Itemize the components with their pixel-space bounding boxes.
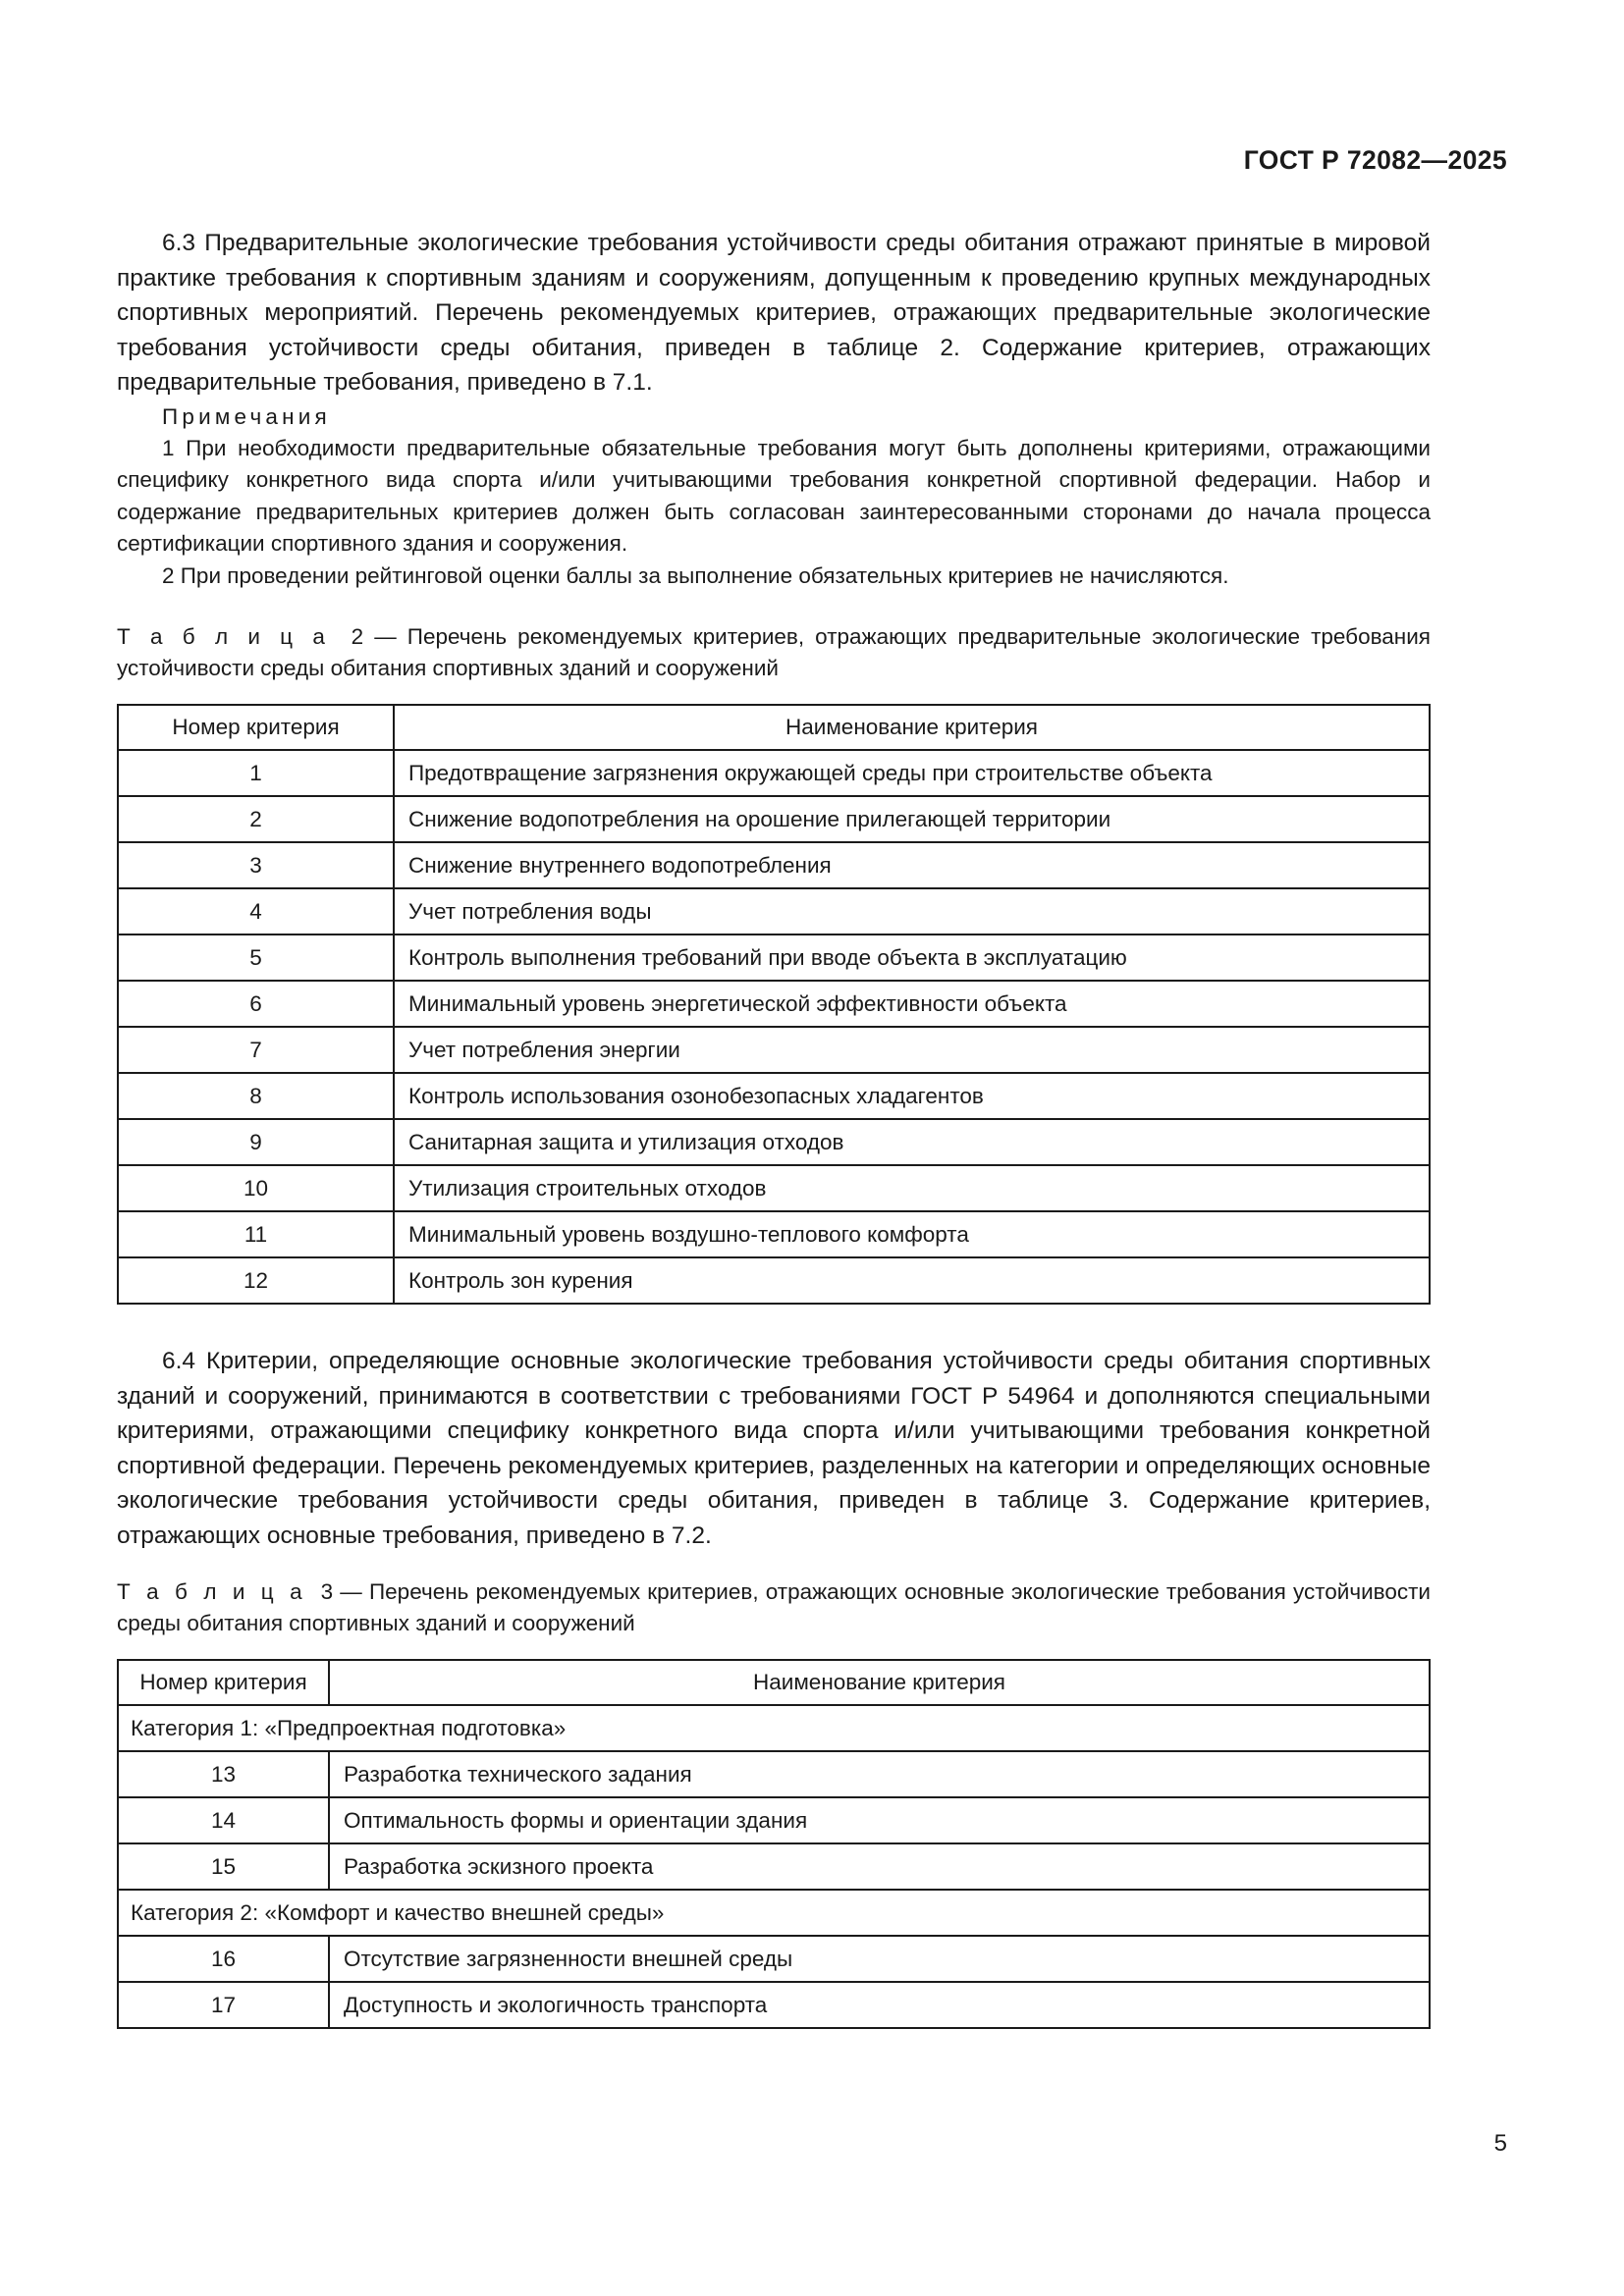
criterion-name: Утилизация строительных отходов: [394, 1165, 1430, 1211]
spacer: [117, 1639, 1431, 1659]
table-row: [118, 1797, 1430, 1843]
criterion-name: Контроль использования озонобезопасных хладагентов: [394, 1073, 1430, 1119]
criterion-number: 15: [118, 1843, 329, 1890]
note-1: 1 При необходимости предварительные обязательные требования могут быть дополнены критериями, отражающими специфику конкретного вида спорта и/или учитывающими требования конкретной спортивной федерации. Набор и содержание предварительных критериев должен быть согласован заинтересованными сторонами до начала процесса сертификации спортивного здания и сооружения.: [117, 435, 1431, 556]
spacer: [117, 592, 1431, 621]
category-label: Категория 1: «Предпроектная подготовка»: [118, 1705, 1430, 1751]
criterion-number: 7: [118, 1027, 394, 1073]
spacer: [117, 1553, 1431, 1576]
table-row: [118, 1027, 1430, 1073]
table-row: [118, 981, 1430, 1027]
table-row: [118, 796, 1430, 842]
criterion-name: Снижение внутреннего водопотребления: [394, 842, 1430, 888]
criterion-name: Учет потребления энергии: [394, 1027, 1430, 1073]
table-row: [118, 1982, 1430, 2028]
criterion-number: 11: [118, 1211, 394, 1257]
criterion-name: Контроль выполнения требований при вводе объекта в эксплуатацию: [394, 934, 1430, 981]
table-3-caption-label: Т а б л и ц а: [117, 1579, 307, 1604]
table-3-caption-number: 3: [320, 1579, 334, 1604]
criterion-number: 16: [118, 1936, 329, 1982]
criterion-number: 8: [118, 1073, 394, 1119]
criterion-number: 17: [118, 1982, 329, 2028]
table-3-caption: [117, 1576, 1431, 1639]
criterion-number: 1: [118, 750, 394, 796]
table-3-caption-dash: —: [340, 1579, 362, 1604]
table-2: [117, 704, 1431, 1305]
table-2-col-header-name: Наименование критерия: [394, 705, 1430, 750]
table-3-header-row: [118, 1660, 1430, 1705]
table-row: [118, 1165, 1430, 1211]
table-3-col-header-name: Наименование критерия: [329, 1660, 1430, 1705]
table-3-caption-text: Перечень рекомендуемых критериев, отражающих основные экологические требования устойчивости среды обитания спортивных зданий и сооружений: [117, 1579, 1431, 1635]
paragraph-6-4: 6.4 Критерии, определяющие основные экологические требования устойчивости среды обитания спортивных зданий и сооружений, принимаются в соответствии с требованиями ГОСТ Р 54964 и дополняются специальными критериями, отражающими специфику конкретного вида спорта и/или учитывающими требования конкретной спортивной федерации. Перечень рекомендуемых критериев, разделенных на категории и определяющих основные экологические требования устойчивости среды обитания, приведен в таблице 3. Содержание критериев, отражающих основные требования, приведено в 7.2.: [117, 1348, 1431, 1549]
notes-heading: Примечания: [162, 403, 331, 429]
criterion-number: 12: [118, 1257, 394, 1304]
criterion-number: 13: [118, 1751, 329, 1797]
table-2-caption-text: Перечень рекомендуемых критериев, отражающих предварительные экологические требования устойчивости среды обитания спортивных зданий и сооружений: [117, 624, 1431, 680]
criterion-name: Отсутствие загрязненности внешней среды: [329, 1936, 1430, 1982]
table-row: [118, 842, 1430, 888]
spacer: [117, 684, 1431, 704]
criterion-number: 6: [118, 981, 394, 1027]
criterion-name: Санитарная защита и утилизация отходов: [394, 1119, 1430, 1165]
table-2-body: [118, 750, 1430, 1304]
criterion-name: Учет потребления воды: [394, 888, 1430, 934]
criterion-name: Предотвращение загрязнения окружающей среды при строительстве объекта: [394, 750, 1430, 796]
table-row: [118, 1119, 1430, 1165]
table-2-caption-label: Т а б л и ц а: [117, 624, 330, 649]
table-row: [118, 1843, 1430, 1890]
criterion-name: Контроль зон курения: [394, 1257, 1430, 1304]
table-row: [118, 1073, 1430, 1119]
table-2-col-header-number: Номер критерия: [118, 705, 394, 750]
criterion-name: Минимальный уровень воздушно-теплового комфорта: [394, 1211, 1430, 1257]
spacer: [117, 1305, 1431, 1344]
criterion-name: Разработка технического задания: [329, 1751, 1430, 1797]
table-row: [118, 750, 1430, 796]
table-row: [118, 934, 1430, 981]
criterion-number: 3: [118, 842, 394, 888]
table-row: [118, 1751, 1430, 1797]
page-number: 5: [1493, 2130, 1507, 2157]
criterion-number: 9: [118, 1119, 394, 1165]
table-row: [118, 1936, 1430, 1982]
table-2-caption-number: 2: [351, 624, 364, 649]
table-row: [118, 1257, 1430, 1304]
table-category-row: [118, 1890, 1430, 1936]
criterion-name: Снижение водопотребления на орошение прилегающей территории: [394, 796, 1430, 842]
criterion-number: 2: [118, 796, 394, 842]
table-3: [117, 1659, 1431, 2029]
paragraph-6-3: 6.3 Предварительные экологические требования устойчивости среды обитания отражают принятые в мировой практике требования к спортивным зданиям и сооружениям, допущенным к проведению крупных международных спортивных мероприятий. Перечень рекомендуемых критериев, отражающих предварительные экологические требования устойчивости среды обитания, приведен в таблице 2. Содержание критериев, отражающих предварительные требования, приведено в 7.1.: [117, 230, 1431, 396]
criterion-name: Доступность и экологичность транспорта: [329, 1982, 1430, 2028]
criterion-name: Разработка эскизного проекта: [329, 1843, 1430, 1890]
category-label: Категория 2: «Комфорт и качество внешней среды»: [118, 1890, 1430, 1936]
document-header-standard-number: ГОСТ Р 72082—2025: [1243, 145, 1507, 175]
table-row: [118, 1211, 1430, 1257]
table-category-row: [118, 1705, 1430, 1751]
table-2-header-row: [118, 705, 1430, 750]
criterion-number: 4: [118, 888, 394, 934]
table-2-caption-dash: —: [374, 624, 397, 649]
document-body: [117, 226, 1431, 2029]
note-2: 2 При проведении рейтинговой оценки баллы за выполнение обязательных критериев не начисляются.: [162, 562, 1229, 588]
table-3-col-header-number: Номер критерия: [118, 1660, 329, 1705]
table-2-caption: [117, 621, 1431, 684]
criterion-number: 10: [118, 1165, 394, 1211]
table-row: [118, 888, 1430, 934]
criterion-name: Минимальный уровень энергетической эффективности объекта: [394, 981, 1430, 1027]
criterion-name: Оптимальность формы и ориентации здания: [329, 1797, 1430, 1843]
table-3-body: [118, 1705, 1430, 2028]
criterion-number: 14: [118, 1797, 329, 1843]
criterion-number: 5: [118, 934, 394, 981]
